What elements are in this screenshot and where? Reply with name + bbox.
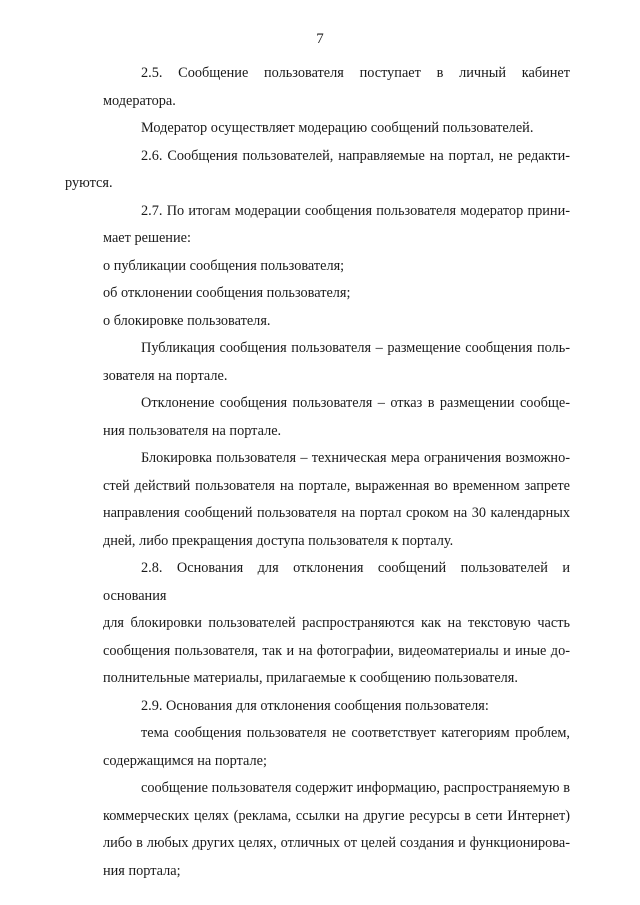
decision-item-publication (103, 253, 570, 281)
decision-item-blocking (103, 308, 570, 336)
text-line: Модератор осуществляет модерацию сообщений пользователей. (141, 120, 534, 136)
definition-publication (103, 335, 570, 390)
text-line: сообщения пользователя, так и на фотографии, видеоматериалы и иные до- (103, 642, 570, 659)
text-line: руются. (65, 175, 113, 191)
page-number: 7 (316, 31, 324, 47)
text-line: 2.8. Основания для отклонения сообщений пользователей и основания (103, 560, 570, 604)
text-line: мает решение: (103, 230, 191, 246)
rejection-ground-commercial (103, 775, 570, 885)
rejection-ground-topic (103, 720, 570, 775)
text-line: для блокировки пользователей распространяются как на текстовую часть (103, 615, 570, 631)
paragraph-2-5 (103, 60, 570, 115)
text-line: 2.5. Сообщение пользователя поступает в личный кабинет модератора. (103, 65, 570, 109)
paragraph-2-9 (103, 693, 570, 721)
text-line: 2.7. По итогам модерации сообщения пользователя модератор прини- (141, 202, 570, 219)
text-line: о блокировке пользователя. (103, 312, 271, 329)
text-line: содержащимся на портале; (103, 752, 267, 769)
text-line: 2.9. Основания для отклонения сообщения пользователя: (141, 697, 489, 714)
document-body (65, 60, 570, 885)
paragraph-2-8 (103, 555, 570, 693)
text-line: зователя на портале. (103, 367, 228, 384)
text-line: о публикации сообщения пользователя; (103, 257, 345, 274)
paragraph-2-7 (103, 198, 570, 253)
text-line: либо в любых других целях, отличных от целей создания и функционирова- (103, 835, 570, 851)
text-line: сообщение пользователя содержит информацию, распространяемую в (141, 780, 570, 796)
decision-item-rejection (103, 280, 570, 308)
definition-rejection (103, 390, 570, 445)
text-line: Публикация сообщения пользователя – размещение сообщения поль- (141, 340, 570, 356)
paragraph-2-6 (65, 143, 570, 198)
text-line: ния пользователя на портале. (103, 422, 282, 439)
text-line: ния портала; (103, 862, 181, 879)
definition-blocking (103, 445, 570, 555)
text-line: коммерческих целях (реклама, ссылки на другие ресурсы в сети Интернет) (103, 807, 570, 824)
paragraph-moderation (103, 115, 570, 143)
text-line: 2.6. Сообщения пользователей, направляемые на портал, не редакти- (141, 147, 570, 164)
text-line: Отклонение сообщения пользователя – отказ в размещении сообще- (141, 395, 570, 411)
text-line: Блокировка пользователя – техническая мера ограничения возможно- (141, 450, 570, 466)
text-line: дней, либо прекращения доступа пользователя к порталу. (103, 532, 454, 549)
text-line: об отклонении сообщения пользователя; (103, 285, 351, 301)
text-line: полнительные материалы, прилагаемые к сообщению пользователя. (103, 670, 518, 686)
text-line: направления сообщений пользователя на портал сроком на 30 календарных (103, 505, 570, 521)
text-line: стей действий пользователя на портале, выраженная во временном запрете (103, 477, 570, 494)
text-line: тема сообщения пользователя не соответствует категориям проблем, (141, 725, 570, 741)
